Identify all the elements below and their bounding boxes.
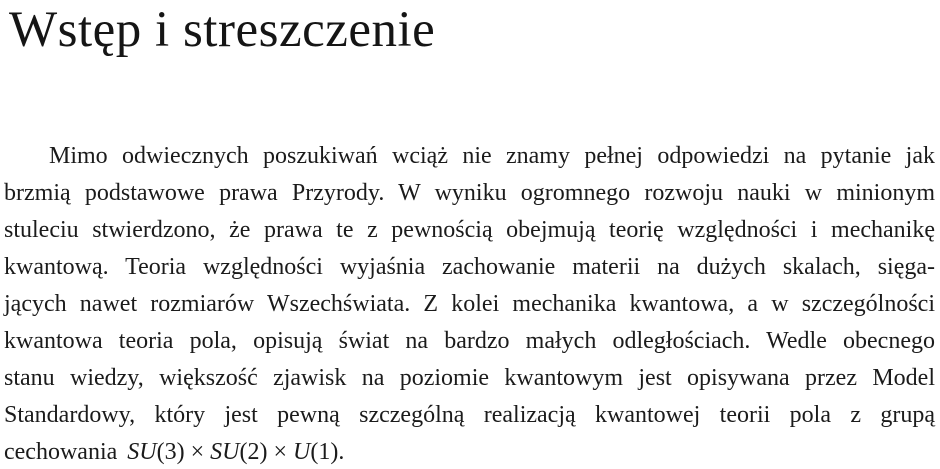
paragraph-line: stanu wiedzy, większość zjawisk na poziomie kwantowym jest opisywana przez Model (4, 365, 935, 391)
paragraph-line: kwantową. Teoria względności wyjaśnia zachowanie materii na dużych skalach, sięga- (4, 254, 935, 280)
paragraph-line: stuleciu stwierdzono, że prawa te z pewnością obejmują teorię względności i mechanikę (4, 217, 935, 243)
gauge-group-formula (127, 439, 344, 465)
paragraph-line: kwantowa teoria pola, opisują świat na bardzo małych odległościach. Wedle obecnego (4, 328, 935, 354)
paragraph-line: jących nawet rozmiarów Wszechświata. Z kolei mechanika kwantowa, a w szczególności (4, 291, 935, 317)
formula-part: (1). (310, 439, 345, 465)
paragraph-line-final (4, 434, 935, 469)
page-title: Wstęp i streszczenie (9, 2, 436, 58)
formula-part: SU (210, 439, 240, 465)
paragraph-line: Mimo odwiecznych poszukiwań wciąż nie znamy pełnej odpowiedzi na pytanie jak (49, 143, 935, 169)
formula-part: SU (127, 439, 157, 465)
paragraph-line: Standardowy, który jest pewną szczególną realizacją kwantowej teorii pola z grupą (4, 402, 935, 428)
body-paragraph (4, 138, 935, 469)
formula-part: (3) (156, 439, 185, 465)
formula-part: U (293, 439, 311, 465)
paragraph-line: brzmią podstawowe prawa Przyrody. W wyniku ogromnego rozwoju nauki w minionym (4, 180, 935, 206)
formula-part: × (184, 439, 211, 465)
final-line-prefix: cechowania (4, 439, 118, 465)
formula-part: (2) (239, 439, 268, 465)
formula-part: × (267, 439, 294, 465)
